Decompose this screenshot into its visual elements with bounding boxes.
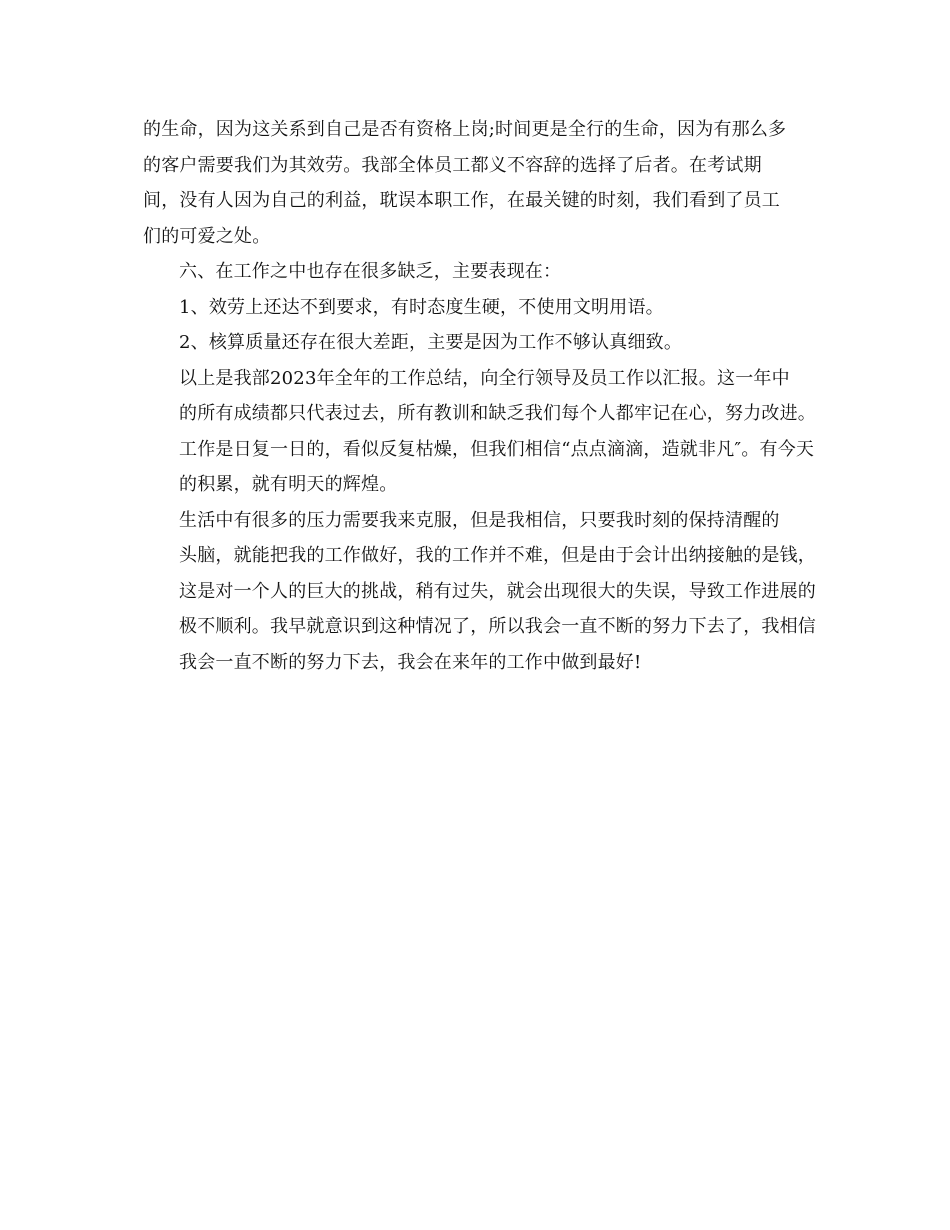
paragraph	[143, 254, 807, 290]
paragraph	[143, 290, 807, 326]
paragraph	[143, 503, 816, 681]
text-line: 的所有成绩都只代表过去，所有教训和缺乏我们每个人都牢记在心，努力改进。	[179, 403, 816, 424]
paragraph	[143, 112, 807, 254]
text-line: 的生命，因为这关系到自己是否有资格上岗;时间更是全行的生命，因为有那么多	[143, 119, 787, 140]
text-line: 这是对一个人的巨大的挑战，稍有过失，就会出现很大的失误，导致工作进展的	[179, 580, 816, 602]
text-line: 的客户需要我们为其效劳。我部全体员工都义不容辞的选择了后者。在考试期	[143, 154, 762, 176]
text-line: 头脑，就能把我的工作做好，我的工作并不难，但是由于会计出纳接触的是钱，	[179, 545, 816, 566]
text-line: 工作是日复一日的，看似反复枯燥，但我们相信“点点滴滴，造就非凡″。有今天	[179, 438, 815, 460]
text-line: 生活中有很多的压力需要我来克服，但是我相信，只要我时刻的保持清醒的	[179, 509, 780, 531]
text-line: 的积累，就有明天的辉煌。	[179, 474, 398, 495]
text-line: 我会一直不断的努力下去，我会在来年的工作中做到最好!	[179, 651, 642, 673]
text-line: 以上是我部2023年全年的工作总结，向全行领导及员工作以汇报。这一年中	[179, 367, 790, 389]
text-line: 极不顺利。我早就意识到这种情况了，所以我会一直不断的努力下去了，我相信	[179, 616, 816, 637]
paragraph	[143, 325, 807, 361]
text-line: 1、效劳上还达不到要求，有时态度生硬，不使用文明用语。	[179, 296, 664, 318]
text-line: 间，没有人因为自己的利益，耽误本职工作，在最关键的时刻，我们看到了员工	[143, 190, 780, 211]
text-line: 六、在工作之中也存在很多缺乏，主要表现在：	[179, 261, 562, 282]
paragraph	[143, 361, 816, 503]
text-line: 们的可爱之处。	[143, 225, 271, 247]
text-line: 2、核算质量还存在很大差距，主要是因为工作不够认真细致。	[179, 332, 683, 353]
document-body	[143, 112, 816, 680]
